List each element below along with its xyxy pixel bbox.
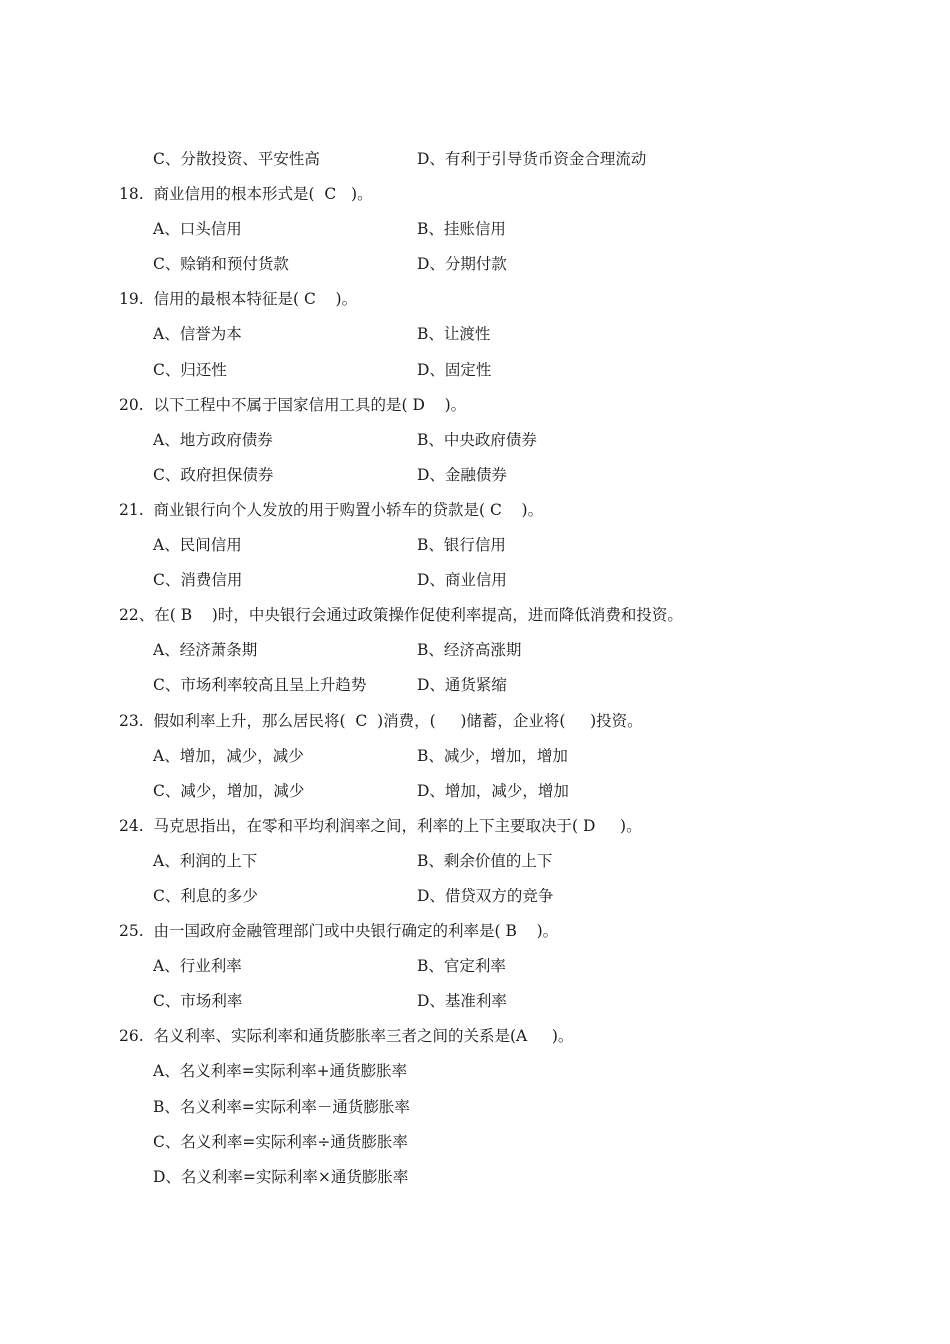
option-a: A、经济萧条期	[153, 641, 258, 660]
option-row	[0, 458, 950, 493]
option-c: C、市场利率较高且呈上升趋势	[153, 676, 367, 695]
option-b: B、挂账信用	[417, 220, 506, 239]
option-d: D、固定性	[417, 360, 492, 379]
question-list	[0, 142, 950, 1195]
option-a: A、民间信用	[153, 536, 242, 555]
option-b: B、银行信用	[417, 536, 506, 555]
option-b: B、名义利率=实际利率－通货膨胀率	[153, 1097, 410, 1116]
option-d: D、商业信用	[417, 571, 507, 590]
option-c: C、赊销和预付货款	[153, 255, 289, 274]
question-18-stem: 18. 商业信用的根本形式是( C )。	[119, 185, 373, 204]
option-d: D、金融债券	[417, 465, 507, 484]
option-a: A、利润的上下	[153, 851, 258, 870]
option-b: B、中央政府债券	[417, 430, 537, 449]
option-row	[0, 317, 950, 352]
option-d: D、增加，减少，增加	[417, 781, 569, 800]
option-row	[0, 423, 950, 458]
option-row	[0, 563, 950, 598]
option-d: D、有利于引导货币资金合理流动	[417, 150, 647, 168]
option-a: A、地方政府债券	[153, 430, 273, 449]
option-c: C、归还性	[153, 360, 227, 379]
option-c: C、减少，增加，减少	[153, 781, 305, 800]
question-23-stem: 23. 假如利率上升，那么居民将( C )消费，( )储蓄，企业将( )投资。	[119, 711, 643, 730]
question-21-stem: 21. 商业银行向个人发放的用于购置小轿车的贷款是( C )。	[119, 500, 544, 519]
option-d: D、借贷双方的竞争	[417, 886, 554, 905]
question-20-stem: 20. 以下工程中不属于国家信用工具的是( D )。	[119, 395, 467, 414]
option-b: B、官定利率	[417, 957, 506, 976]
option-row	[0, 984, 950, 1019]
option-d: D、分期付款	[417, 255, 507, 274]
option-row	[0, 1054, 950, 1089]
option-d: D、名义利率=实际利率×通货膨胀率	[153, 1167, 409, 1186]
option-row	[0, 528, 950, 563]
option-b: B、让渡性	[417, 325, 491, 344]
question-19-stem: 19. 信用的最根本特征是( C )。	[119, 290, 358, 309]
option-a: A、行业利率	[153, 957, 242, 976]
option-a: A、口头信用	[153, 220, 242, 239]
option-row	[0, 879, 950, 914]
option-row	[0, 739, 950, 774]
option-row	[0, 1090, 950, 1125]
option-a: A、增加，减少，减少	[153, 746, 304, 765]
option-row	[0, 212, 950, 247]
option-c: C、分散投资、平安性高	[153, 150, 320, 168]
option-row	[0, 142, 950, 177]
option-d: D、基准利率	[417, 992, 507, 1011]
option-c: C、政府担保债券	[153, 465, 274, 484]
option-d: D、通货紧缩	[417, 676, 507, 695]
option-row	[0, 844, 950, 879]
question-25-stem: 25. 由一国政府金融管理部门或中央银行确定的利率是( B )。	[119, 922, 559, 941]
option-row	[0, 633, 950, 668]
question-26-stem: 26. 名义利率、实际利率和通货膨胀率三者之间的关系是(A )。	[119, 1027, 574, 1046]
option-row	[0, 353, 950, 388]
option-row	[0, 1160, 950, 1195]
option-row	[0, 1125, 950, 1160]
option-b: B、减少，增加，增加	[417, 746, 568, 765]
option-row	[0, 949, 950, 984]
option-row	[0, 668, 950, 703]
option-a: A、信誉为本	[153, 325, 242, 344]
option-row	[0, 774, 950, 809]
option-c: C、消费信用	[153, 571, 243, 590]
option-b: B、剩余价值的上下	[417, 851, 553, 870]
option-row	[0, 247, 950, 282]
option-c: C、利息的多少	[153, 886, 258, 905]
question-22-stem: 22、在( B )时，中央银行会通过政策操作促使利率提高，进而降低消费和投资。	[119, 606, 683, 625]
question-24-stem: 24. 马克思指出，在零和平均利润率之间，利率的上下主要取决于( D )。	[119, 816, 642, 835]
option-a: A、名义利率=实际利率+通货膨胀率	[153, 1062, 408, 1081]
option-c: C、市场利率	[153, 992, 243, 1011]
option-c: C、名义利率=实际利率÷通货膨胀率	[153, 1132, 408, 1151]
option-b: B、经济高涨期	[417, 641, 522, 660]
